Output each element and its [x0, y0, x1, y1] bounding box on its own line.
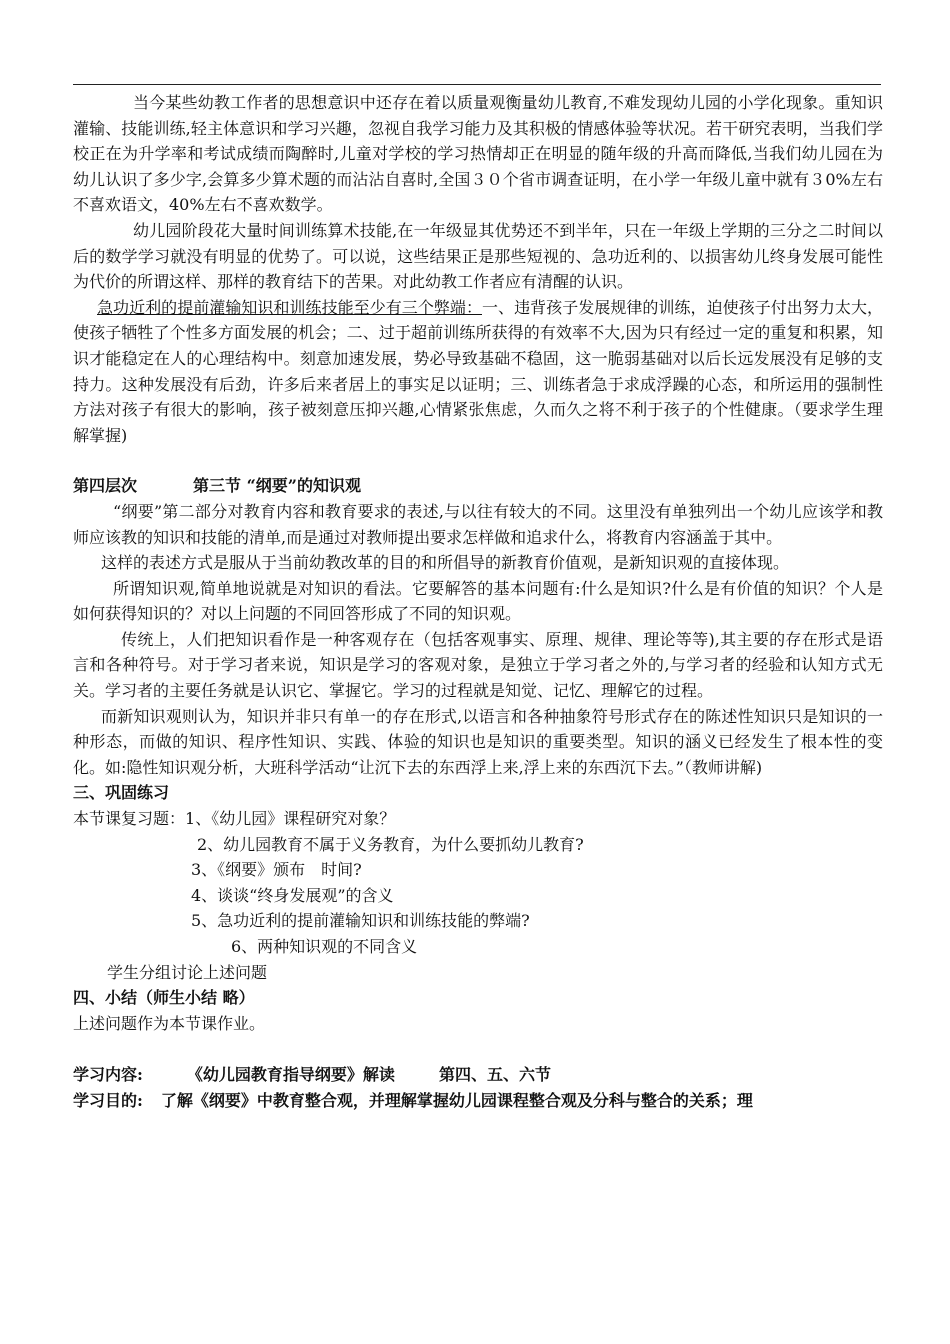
- review-prefix: 本节课复习题：: [73, 809, 186, 829]
- review-question-5: 5、急功近利的提前灌输知识和训练技能的弊端?: [191, 911, 530, 931]
- review-question-4: 4、谈谈“终身发展观”的含义: [191, 885, 394, 905]
- review-question-3: 3、《纲要》颁布 时间?: [191, 860, 362, 880]
- paragraph-expression-style: 这样的表述方式是服从于当前幼教改革的目的和所倡导的新教育价值观，是新知识观的直接体现。: [101, 553, 790, 573]
- paragraph-outline-part-two: “纲要”第二部分对教育内容和教育要求的表述,与以往有较大的不同。这里没有单独列出一个幼儿应该学和教师应该教的知识和技能的清单,而是通过对教师提出要求怎样做和追求什么，将教育内容涵盖于其中。: [73, 501, 883, 547]
- section-title-practice: 三、巩固练习: [73, 783, 170, 803]
- group-discussion-note: 学生分组讨论上述问题: [107, 962, 268, 982]
- learning-goal-line: [73, 1088, 883, 1114]
- drawbacks-detail: 一、违背孩子发展规律的训练，迫使孩子付出努力太大，使孩子牺牲了个性多方面发展的机会；二、过于超前训练所获得的有效率不大,因为只有经过一定的重复和积累，知识才能稳定在人的心理结构中。刻意加速发展，势必导致基础不稳固，这一脆弱基础对以后长远发展没有足够的支持力。这种发展没有后劲，许多后来者居上的事实足以证明；三、训练者急于求成浮躁的心态，和所运用的强制性方法对孩子有很大的影响，孩子被刻意压抑兴趣,心情紧张焦虑，久而久之将不利于孩子的个性健康。（要求学生理解掌握): [73, 297, 883, 445]
- section-title-summary: 四、小结（师生小结 略）: [73, 988, 255, 1008]
- homework-note: 上述问题作为本节课作业。: [73, 1013, 266, 1033]
- review-question-6: 6、两种知识观的不同含义: [231, 937, 418, 956]
- paragraph-arithmetic-training: 幼儿园阶段花大量时间训练算术技能,在一年级显其优势还不到半年，只在一年级上学期的三分之二时间以后的数学学习就没有明显的优势了。可以说，这些结果正是那些短视的、急功近利的、以损害幼儿终身发展可能性为代价的所谓这样、那样的教育结下的苦果。对此幼教工作者应有清醒的认识。: [73, 220, 883, 292]
- goal-text: 了解《纲要》中教育整合观，并理解掌握幼儿园课程整合观及分科与整合的关系；理: [160, 1090, 753, 1110]
- review-question-1: 本节课复习题：1、《幼儿园》课程研究对象？: [73, 809, 396, 829]
- paragraph-new-knowledge-view: 而新知识观则认为，知识并非只有单一的存在形式,以语言和各种抽象符号形式存在的陈述性知识只是知识的一种形态，而做的知识、程序性知识、实践、体验的知识也是知识的重要类型。知识的涵义已经发生了根本性的变化。如:隐性知识观分析，大班科学活动“让沉下去的东西浮上来,浮上来的东西沉下去。”（教师讲解): [73, 706, 883, 777]
- spacer: [73, 448, 883, 473]
- paragraph-traditional-view: 传统上，人们把知识看作是一种客观存在（包括客观事实、原理、规律、理论等等),其主要的存在形式是语言和各种符号。对于学习者来说，知识是学习的客观对象，是独立于学习者之外的,与学习者的经验和认知方式无关。学习者的主要任务就是认识它、掌握它。学习的过程就是知觉、记忆、理解它的过程。: [73, 629, 883, 701]
- goal-label: 学习目的:: [73, 1090, 143, 1110]
- paragraph-three-drawbacks: [73, 295, 883, 449]
- underlined-key-sentence: 急功近利的提前灌输知识和训练技能至少有三个弊端：: [97, 297, 482, 317]
- review-question-2: 2、幼儿园教育不属于义务教育，为什么要抓幼儿教育?: [197, 834, 584, 854]
- content-title: 《幼儿园教育指导纲要》解读: [186, 1065, 395, 1085]
- heading-level: 第四层次: [73, 476, 138, 496]
- learning-content-line: [73, 1062, 883, 1088]
- document-body: [73, 90, 883, 1114]
- section-heading-level-4: [73, 473, 883, 499]
- header-rule: [73, 84, 881, 85]
- content-sections: 第四、五、六节: [438, 1065, 551, 1085]
- content-label: 学习内容:: [73, 1065, 143, 1085]
- spacer: [73, 1036, 883, 1062]
- paragraph-knowledge-view-definition: 所谓知识观,简单地说就是对知识的看法。它要解答的基本问题有:什么是知识?什么是有价值的知识？个人是如何获得知识的？对以上问题的不同回答形成了不同的知识观。: [73, 578, 883, 624]
- heading-section: 第三节 “纲要”的知识观: [193, 476, 361, 496]
- paragraph-quality-view: 当今某些幼教工作者的思想意识中还存在着以质量观衡量幼儿教育,不难发现幼儿园的小学化现象。重知识灌输、技能训练,轻主体意识和学习兴趣，忽视自我学习能力及其积极的情感体验等状况。若干研究表明，当我们学校正在为升学率和考试成绩而陶醉时,儿童对学校的学习热情却正在明显的随年级的升高而降低,当我们幼儿园在为幼儿认识了多少字,会算多少算术题的而沾沾自喜时,全国３０个省市调查证明，在小学一年级儿童中就有３0%左右不喜欢语文，40%左右不喜欢数学。: [73, 93, 883, 215]
